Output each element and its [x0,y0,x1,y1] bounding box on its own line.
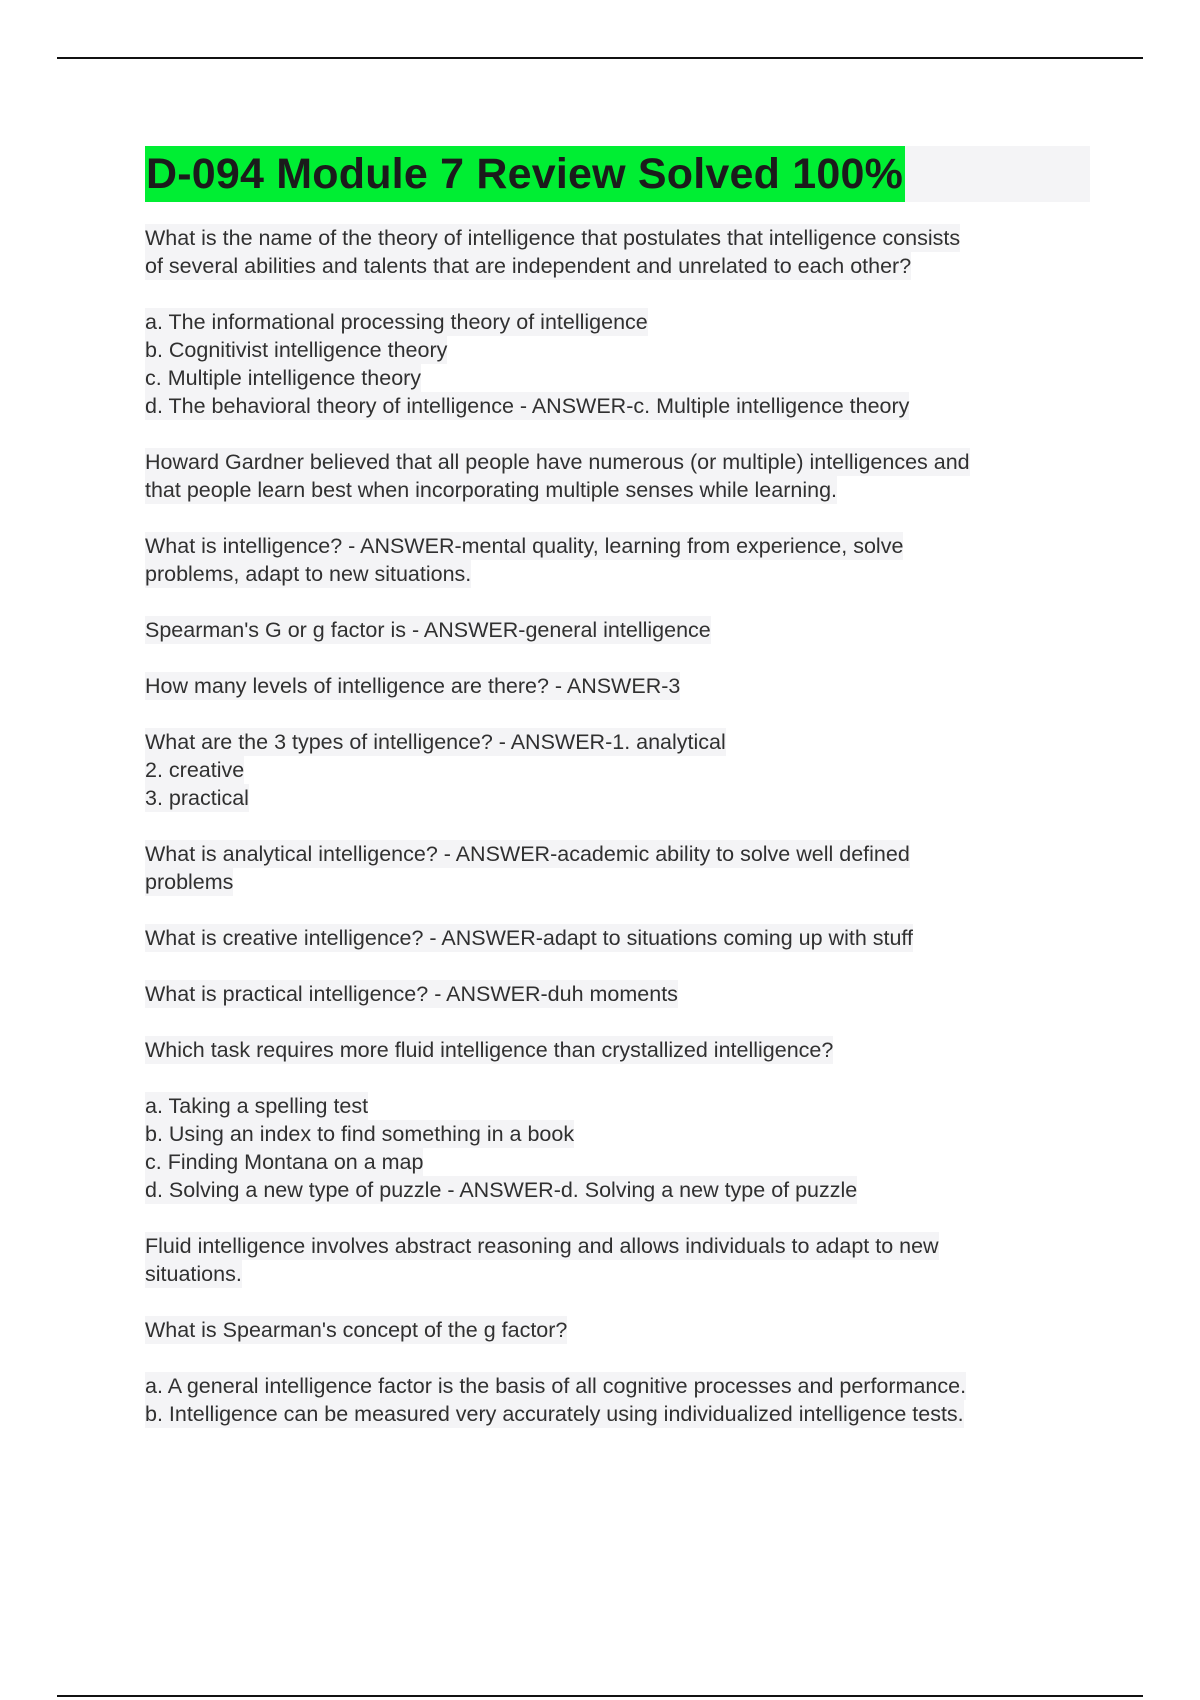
text-line: What is creative intelligence? - ANSWER-adapt to situations coming up with stuff [145,926,913,950]
text-line: c. Multiple intelligence theory [145,366,422,390]
qa-block [145,224,1090,280]
text-line: Spearman's G or g factor is - ANSWER-general intelligence [145,618,711,642]
text-line: Fluid intelligence involves abstract reasoning and allows individuals to adapt to new [145,1234,939,1258]
qa-block [145,448,1090,504]
qa-blocks [145,224,1090,1428]
text-line: What is Spearman's concept of the g factor? [145,1318,568,1342]
qa-block [145,1372,1090,1428]
text-line: What is practical intelligence? - ANSWER-duh moments [145,982,678,1006]
qa-block [145,616,1090,644]
qa-block [145,1316,1090,1344]
text-line: b. Cognitivist intelligence theory [145,338,448,362]
text-line: of several abilities and talents that are independent and unrelated to each other? [145,254,912,278]
qa-block [145,840,1090,896]
text-line: Which task requires more fluid intelligence than crystallized intelligence? [145,1038,834,1062]
text-line: How many levels of intelligence are there? - ANSWER-3 [145,674,681,698]
qa-block [145,1036,1090,1064]
qa-block [145,1092,1090,1204]
qa-block [145,672,1090,700]
qa-block [145,1232,1090,1288]
text-line: What are the 3 types of intelligence? - ANSWER-1. analytical [145,730,726,754]
text-line: problems [145,870,234,894]
text-line: a. Taking a spelling test [145,1094,369,1118]
text-line: Howard Gardner believed that all people have numerous (or multiple) intelligences and [145,450,970,474]
document-title: D-094 Module 7 Review Solved 100% [145,146,905,202]
title-row [145,146,1090,202]
text-line: 3. practical [145,786,249,810]
qa-block [145,532,1090,588]
text-line: that people learn best when incorporating multiple senses while learning. [145,478,837,502]
qa-block [145,924,1090,952]
text-line: What is intelligence? - ANSWER-mental quality, learning from experience, solve [145,534,904,558]
text-line: a. The informational processing theory of intelligence [145,310,648,334]
text-line: What is analytical intelligence? - ANSWER-academic ability to solve well defined [145,842,910,866]
text-line: a. A general intelligence factor is the basis of all cognitive processes and performance. [145,1374,967,1398]
text-line: What is the name of the theory of intelligence that postulates that intelligence consists [145,226,961,250]
text-line: d. The behavioral theory of intelligence - ANSWER-c. Multiple intelligence theory [145,394,910,418]
header-rule [57,57,1143,59]
text-line: c. Finding Montana on a map [145,1150,424,1174]
qa-block [145,728,1090,812]
text-line: b. Using an index to find something in a book [145,1122,575,1146]
text-line: 2. creative [145,758,245,782]
qa-block [145,980,1090,1008]
text-line: b. Intelligence can be measured very accurately using individualized intelligence tests. [145,1402,964,1426]
text-line: d. Solving a new type of puzzle - ANSWER-d. Solving a new type of puzzle [145,1178,858,1202]
footer-rule [57,1695,1143,1697]
qa-block [145,308,1090,420]
text-line: problems, adapt to new situations. [145,562,472,586]
text-line: situations. [145,1262,242,1286]
document-body [145,146,1090,1456]
